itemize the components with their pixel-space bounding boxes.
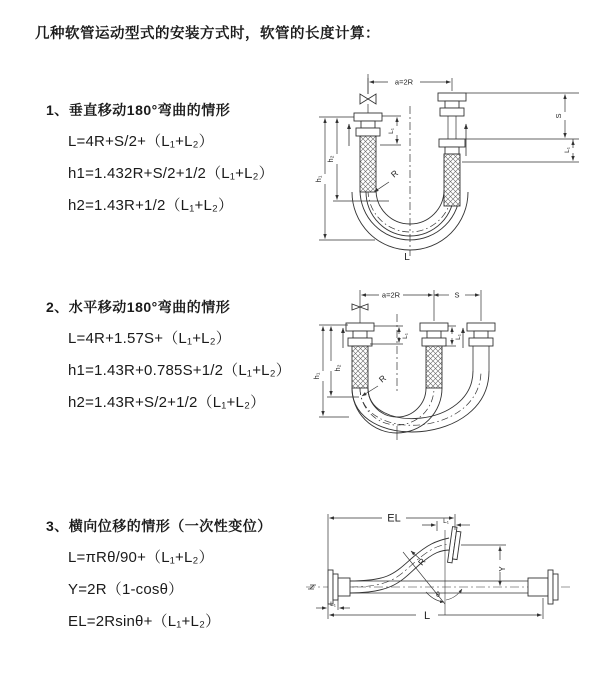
section-2	[46, 297, 291, 423]
dim-label-el: EL	[387, 512, 401, 525]
section-2-heading: 2、水平移动180°弯曲的情形	[46, 299, 231, 315]
section-1-heading: 1、垂直移动180°弯曲的情形	[46, 102, 231, 118]
formula: L=4R+1.57S+（L₁+L₂）	[68, 330, 231, 347]
dim-label-r: R	[376, 372, 388, 385]
dim-label-h1: h₁	[314, 175, 323, 183]
dimension-a2r-s	[360, 290, 481, 321]
dim-label-a: a=2R	[381, 290, 401, 300]
formula: Y=2R（1-cosθ）	[68, 581, 184, 598]
valve-icon	[360, 94, 376, 104]
left-flange	[328, 570, 350, 604]
dim-label-l: L	[404, 252, 410, 263]
braided-hose-section	[426, 346, 442, 388]
braided-hose-section	[352, 346, 368, 388]
diagram-lateral-displacement	[298, 496, 600, 668]
dim-label-s: S	[454, 290, 460, 300]
middle-pipe-flange	[420, 323, 448, 388]
dimension-y	[461, 545, 506, 586]
hose-u-bends	[352, 371, 489, 433]
braided-hose-section	[360, 136, 376, 192]
formula: h2=1.43R+S/2+1/2（L₁+L₂）	[68, 394, 266, 411]
left-pipe-flange	[346, 304, 374, 388]
section-3	[46, 516, 272, 642]
dim-label-h2: h₂	[333, 364, 342, 372]
dim-label-h2: h₂	[326, 155, 335, 163]
dim-label-y: Y	[498, 566, 507, 572]
dim-label-l1-left: L₁	[330, 601, 336, 608]
right-pipe-flange	[438, 93, 466, 206]
dim-label-theta: θ	[436, 592, 440, 599]
displaced-hose	[350, 538, 451, 593]
formula: L=4R+S/2+（L₁+L₂）	[68, 133, 214, 150]
section-3-heading: 3、横向位移的情形（一次性变位）	[46, 518, 272, 534]
section-1	[46, 100, 274, 226]
dim-label-l: L	[423, 610, 431, 622]
diagram-vertical-180-bend	[303, 64, 593, 266]
formula: h2=1.43R+1/2（L₁+L₂）	[68, 197, 234, 214]
braided-hose-section	[444, 154, 460, 206]
dimension-l	[328, 598, 543, 619]
dim-label-h1: h₁	[312, 372, 321, 380]
dim-label-l1-top: L₁	[443, 518, 449, 525]
dim-label-a: a=2R	[394, 77, 414, 87]
page-title: 几种软管运动型式的安装方式时，软管的长度计算：	[35, 26, 380, 42]
dim-label-s: S	[554, 113, 563, 119]
dim-label-l1-mid: L₁	[455, 334, 462, 340]
dim-label-r: R	[388, 167, 400, 180]
diagram-horizontal-180-bend	[303, 276, 593, 472]
dim-label-r: R	[415, 556, 428, 568]
formula: EL=2Rsinθ+（L₁+L₂）	[68, 613, 221, 630]
displaced-end-flange	[448, 527, 462, 564]
dimension-s-right	[462, 93, 579, 162]
dim-label-l1-right: L₁	[564, 147, 571, 153]
dim-label-l1: L₁	[388, 128, 395, 134]
dim-label-l1-left: L₁	[402, 333, 409, 339]
right-pipe-flange	[467, 323, 495, 371]
formula: L=πRθ/90+（L₁+L₂）	[68, 549, 214, 566]
formula: h1=1.43R+0.785S+1/2（L₁+L₂）	[68, 362, 291, 379]
formula: h1=1.432R+S/2+1/2（L₁+L₂）	[68, 165, 274, 182]
